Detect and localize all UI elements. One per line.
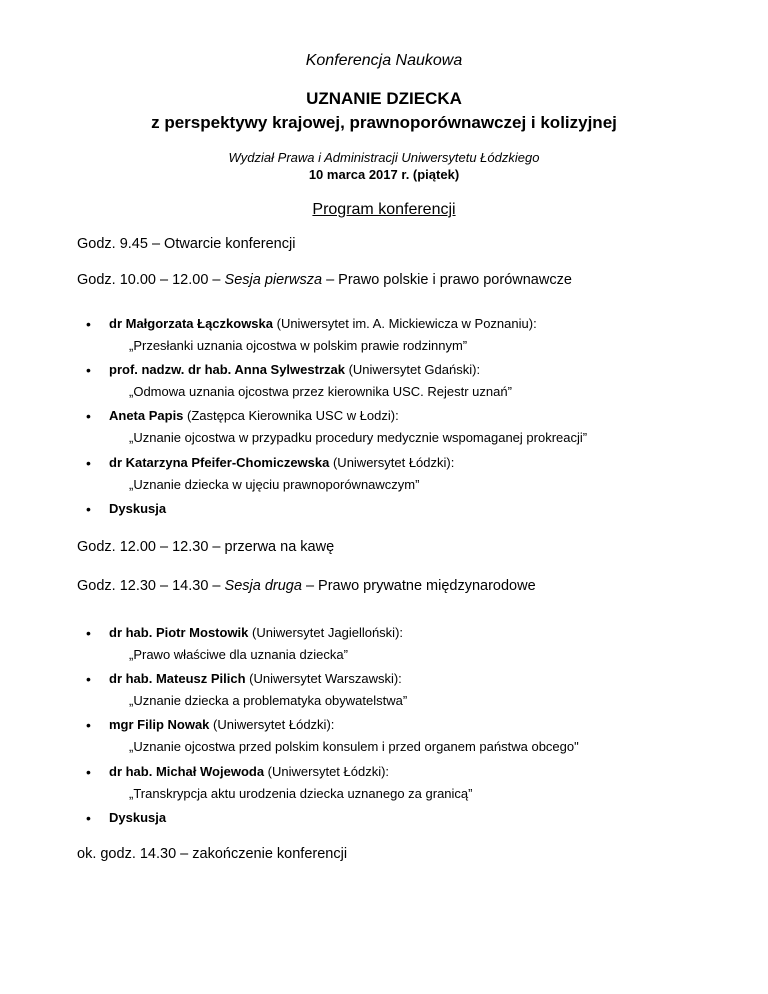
speaker-affiliation: (Zastępca Kierownika USC w Łodzi): (183, 408, 399, 423)
talk-title: „Uznanie ojcostwa przed polskim konsulem i przed organem państwa obcego" (129, 739, 579, 754)
bullet-icon: • (86, 455, 91, 471)
session1-line (77, 272, 572, 288)
speaker-line (109, 671, 402, 687)
speaker-line (109, 717, 334, 733)
bullet-icon: • (86, 408, 91, 424)
title-line-2: z perspektywy krajowej, prawnoporównawczej i kolizyjnej (151, 113, 617, 132)
speaker-affiliation: (Uniwersytet Łódzki): (329, 455, 455, 470)
talk-title: „Prawo właściwe dla uznania dziecka” (129, 647, 348, 662)
session2-name: Sesja druga (224, 578, 302, 594)
talk-title: „Uznanie dziecka a problematyka obywatelstwa” (129, 693, 408, 708)
bullet-icon: • (86, 671, 91, 687)
talk-title: „Uznanie ojcostwa w przypadku procedury medycznie wspomaganej prokreacji” (129, 430, 588, 445)
speaker-name: dr hab. Mateusz Pilich (109, 671, 246, 686)
session2-line (77, 578, 536, 594)
speaker-name: Aneta Papis (109, 408, 184, 423)
talk-title: „Przesłanki uznania ojcostwa w polskim prawie rodzinnym” (129, 338, 468, 353)
program-heading-text: Program konferencji (312, 201, 456, 218)
bullet-icon: • (86, 501, 91, 517)
speaker-line (109, 810, 166, 826)
speaker-name: dr Małgorzata Łączkowska (109, 316, 273, 331)
speaker-affiliation: (Uniwersytet Łódzki): (209, 717, 335, 732)
conference-type: Konferencja Naukowa (305, 52, 463, 69)
speaker-line (109, 316, 537, 332)
speaker-name: dr Katarzyna Pfeifer-Chomiczewska (109, 455, 330, 470)
speaker-affiliation: (Uniwersytet Warszawski): (245, 671, 402, 686)
conference-date: 10 marca 2017 r. (piątek) (308, 167, 460, 182)
session1-name: Sesja pierwsza (224, 272, 323, 288)
bullet-icon: • (86, 362, 91, 378)
speaker-line (109, 408, 399, 424)
session1-prefix: Godz. 10.00 – 12.00 – (77, 272, 225, 288)
speaker-name: mgr Filip Nowak (109, 717, 210, 732)
speaker-name: dr hab. Michał Wojewoda (109, 764, 265, 779)
closing-line: ok. godz. 14.30 – zakończenie konferencji (77, 846, 348, 862)
program-heading (0, 201, 768, 219)
bullet-icon: • (86, 810, 91, 826)
talk-title: „Odmowa uznania ojcostwa przez kierownika USC. Rejestr uznań” (129, 384, 512, 399)
speaker-name: Dyskusja (109, 501, 167, 516)
speaker-line (109, 625, 403, 641)
opening-line: Godz. 9.45 – Otwarcie konferencji (77, 236, 296, 252)
speaker-affiliation: (Uniwersytet Łódzki): (264, 764, 390, 779)
speaker-line (109, 764, 389, 780)
talk-title: „Transkrypcja aktu urodzenia dziecka uznanego za granicą” (129, 786, 473, 801)
faculty: Wydział Prawa i Administracji Uniwersytetu Łódzkiego (228, 150, 540, 165)
speaker-name: prof. nadzw. dr hab. Anna Sylwestrzak (109, 362, 345, 377)
talk-title: „Uznanie dziecka w ujęciu prawnoporównawczym” (129, 477, 420, 492)
speaker-affiliation: (Uniwersytet im. A. Mickiewicza w Poznaniu): (273, 316, 537, 331)
session2-suffix: – Prawo prywatne międzynarodowe (301, 578, 536, 594)
speaker-affiliation: (Uniwersytet Gdański): (344, 362, 481, 377)
bullet-icon: • (86, 717, 91, 733)
speaker-name: Dyskusja (109, 810, 167, 825)
bullet-icon: • (86, 764, 91, 780)
speaker-line (109, 501, 166, 517)
bullet-icon: • (86, 316, 91, 332)
session2-prefix: Godz. 12.30 – 14.30 – (77, 578, 225, 594)
bullet-icon: • (86, 625, 91, 641)
speaker-line (109, 455, 454, 471)
speaker-line (109, 362, 480, 378)
session1-suffix: – Prawo polskie i prawo porównawcze (322, 272, 572, 288)
speaker-affiliation: (Uniwersytet Jagielloński): (248, 625, 404, 640)
speaker-name: dr hab. Piotr Mostowik (109, 625, 249, 640)
break-line: Godz. 12.00 – 12.30 – przerwa na kawę (77, 539, 335, 555)
title-line-1: UZNANIE DZIECKA (306, 89, 462, 108)
